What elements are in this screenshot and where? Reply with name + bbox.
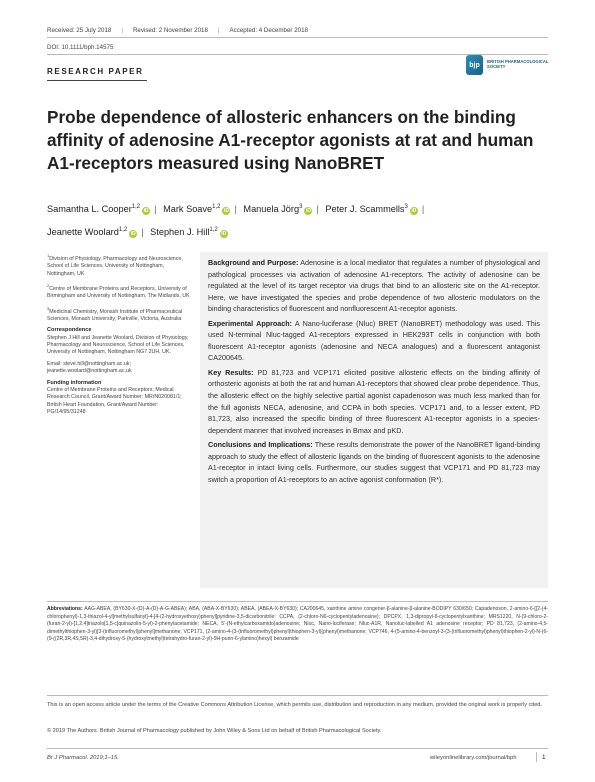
author-name: Mark Soave bbox=[163, 204, 213, 215]
author[interactable] bbox=[47, 227, 137, 237]
author-name: Manuela Jörg bbox=[243, 204, 300, 215]
abstract-text: Adenosine is a local mediator that regulates a number of physiological and pathological processes via activation of adenosine A1-receptors. The activity of adenosine can be regulated at the level of its target receptor via drugs that bind to an allosteric site on the A1-receptor. Here, we have investigated the species and probe dependence of two allosteric modulators on the binding characteristics of fluorescent and nonfluorescent A1-receptor agonists. bbox=[208, 258, 540, 314]
orcid-icon[interactable]: iD bbox=[223, 208, 229, 215]
affiliation-number: 3 bbox=[47, 305, 50, 311]
funding-heading: Funding information bbox=[47, 379, 102, 386]
copyright-text: © 2019 The Authors. British Journal of Pharmacology published by John Wiley & Sons Ltd on behalf of British Pharmacological Society. bbox=[47, 728, 382, 734]
revised-date: Revised: 2 November 2018 bbox=[132, 27, 208, 34]
section-underline bbox=[47, 80, 147, 81]
author[interactable] bbox=[243, 204, 312, 214]
affiliation bbox=[47, 305, 190, 324]
orcid-icon[interactable]: iD bbox=[143, 208, 149, 215]
page-divider bbox=[536, 752, 537, 762]
author-list bbox=[47, 197, 557, 243]
author-separator: | bbox=[234, 204, 237, 215]
author-affiliation-number: 1,2 bbox=[209, 227, 218, 234]
abstract-conclusions bbox=[208, 439, 540, 485]
abstract-heading: Conclusions and Implications: bbox=[208, 440, 313, 450]
section-label: RESEARCH PAPER bbox=[47, 67, 144, 76]
author[interactable] bbox=[150, 227, 228, 237]
abstract-text: PD 81,723 and VCP171 elicited positive allosteric effects on the binding affinity of orthosteric agonists at both the rat and human A1-receptors that showed clear probe dependence. Thus, the allosteric effect on the highly selective partial agonist capadenoson was much less marked than for the full agonists NECA, adenosine, and CCPA in both species. VCP171 and, to a lesser extent, PD 81,723, also increased the specific binding of three fluorescent A1-receptor agonists in a species-dependent manner that involved increases in Bmax and pKD. bbox=[208, 367, 540, 435]
abstract-text: A Nano-luciferase (Nluc) BRET (NanoBRET) methodology was used. This used N-terminal Nluc-tagged A1-receptors expressed in HEK293T cells in conjunction with both fluorescent A1-receptor agonists (adenosine and NECA analogues) and a fluorescent antagonist CA200645. bbox=[208, 318, 540, 363]
author-name: Stephen J. Hill bbox=[150, 227, 210, 238]
article-title bbox=[47, 106, 547, 175]
abbreviations-text: AAG-ABEA, (BY630-X-(D)-A-(D)-A-G-ABEA); ABA, (ABA-X-BY630); ABEA, (ABEA-X-BY630); CA200645, xanthine amine congener-β-alanine-β-alanine-BODIPY 630/650; Capadenoson, 2-amino-6-[[2-(4-chlorophenyl)-1,3-thiazol-4-yl]methylsulfanyl]-4-[4-(2-hydroxyethoxy)phenyl]pyridine-3,5-dicarbonitrile; CCPA, (2-chloro-N6-cyclopentyladenosine); DPCPX, 1,3-dipropyl-8-cyclopentylxanthine; MRS1220, N-(9-chloro-2-(furan-2-yl)-[1,2,4]triazolo[1,5-c]quinazolin-5-yl)-2-phenylacetamide; NECA, 5′-(N-ethylcarboxamido)adenosine; Nluc, Nano-luciferase; Nluc-A1R, Nanoluc-labelled A1 adenosine receptor; PD 81,723, (2-amino-4,5-dimethylthiophen-3-yl)[3-(trifluoromethyl)phenyl]methanone; VCP171, (2-amino-4-(3-(trifluoromethyl)phenyl)thiophen-3-yl)(phenyl)methanone; VCP746, 4-(5-amino-4-benzoyl-3-(3-(trifluoromethyl)phenyl)thiophen-2-yl)-N-(6-(9-((2R,3R,4S,5R)-3,4-dihydroxy-5-(hydroxylmethyl)tetrahydro-furan-2-yl)-9H-purin-6-ylamino)hexyl) benzamide bbox=[47, 606, 548, 643]
abstract-background bbox=[208, 257, 540, 315]
accepted-date: Accepted: 4 December 2018 bbox=[229, 27, 308, 34]
abstract-results bbox=[208, 367, 540, 436]
page-number: 1 bbox=[542, 754, 546, 761]
received-date: Received: 25 July 2018 bbox=[47, 27, 112, 34]
abbrev-rule bbox=[47, 601, 548, 602]
license-text: This is an open access article under the terms of the Creative Commons Attribution License, which permits use, distribution and reproduction in any medium, provided the original work is properly cited. bbox=[47, 702, 542, 708]
author-affiliation-number: 3 bbox=[404, 204, 408, 210]
author-separator: | bbox=[141, 227, 144, 238]
correspondence-text: Stephen J Hill and Jeanette Woolard, Division of Physiology, Pharmacology and Neuroscience, School of Life Sciences, University of Nottingham, Nottingham NG7 2UH, UK. bbox=[47, 334, 189, 356]
author-separator: | bbox=[421, 204, 425, 215]
author-name: Samantha L. Cooper bbox=[47, 204, 132, 215]
license-rule bbox=[47, 695, 548, 696]
article-dates bbox=[47, 27, 548, 34]
affiliation-number: 2 bbox=[47, 282, 50, 288]
affiliation-text: Medicinal Chemistry, Monash Institute of Pharmaceutical Sciences, Monash University, Parkville, Victoria, Australia bbox=[47, 308, 183, 322]
header-rule bbox=[47, 37, 548, 38]
abstract-box bbox=[200, 252, 548, 588]
correspondence-heading: Correspondence bbox=[47, 327, 92, 334]
abbreviations-heading: Abbreviations: bbox=[47, 606, 83, 612]
orcid-icon[interactable]: iD bbox=[221, 231, 227, 238]
abstract-text: These results demonstrate the power of the NanoBRET ligand-binding approach to study the effect of allosteric ligands on the binding of fluorescent agonists to the adenosine A1-receptor in intact living cells. Furthermore, our studies suggest that VCP171 and PD 81,723 may switch a proportion of A1-receptors to an active agonist conformation (R*). bbox=[208, 440, 540, 484]
abstract-heading: Background and Purpose: bbox=[208, 258, 299, 267]
affiliation bbox=[47, 252, 190, 278]
doi[interactable]: DOI: 10.1111/bph.14575 bbox=[47, 44, 114, 51]
author-name: Jeanette Woolard bbox=[47, 227, 119, 238]
orcid-icon[interactable]: iD bbox=[411, 208, 417, 215]
date-separator: | bbox=[121, 27, 123, 34]
author-affiliation-number: 1,2 bbox=[212, 204, 221, 210]
author-affiliation-number: 1,2 bbox=[131, 204, 141, 210]
abstract-heading: Experimental Approach: bbox=[208, 318, 293, 328]
date-separator: | bbox=[217, 27, 220, 34]
author-separator: | bbox=[316, 204, 319, 215]
correspondence-email[interactable]: Email: steve.hill@nottingham.ac.uk; jeanette.woolard@nottingham.ac.uk bbox=[47, 360, 132, 375]
abbreviations bbox=[47, 606, 548, 644]
journal-url[interactable]: wileyonlinelibrary.com/journal/bph bbox=[430, 755, 517, 761]
journal-logo bbox=[466, 54, 556, 76]
footer-rule bbox=[47, 748, 548, 749]
abstract-approach bbox=[208, 318, 540, 364]
author-affiliation-number: 3 bbox=[299, 204, 303, 210]
orcid-icon[interactable]: iD bbox=[305, 208, 311, 215]
author[interactable] bbox=[325, 204, 417, 214]
author[interactable] bbox=[163, 204, 230, 214]
author[interactable] bbox=[47, 204, 150, 214]
society-name: BRITISH PHARMACOLOGICAL SOCIETY bbox=[487, 59, 549, 69]
article-title-text: Probe dependence of allosteric enhancers on the binding affinity of adenosine A1-receptor agonists at rat and human A1-receptors measured using NanoBRET bbox=[47, 107, 534, 173]
orcid-icon[interactable]: iD bbox=[130, 231, 136, 238]
affiliation-text: Division of Physiology, Pharmacology and Neuroscience, School of Life Sciences, University of Nottingham, Nottingham, UK bbox=[47, 255, 183, 277]
affiliation-text: Centre of Membrane Proteins and Receptors, University of Birmingham and University of Nottingham, The Midlands, UK bbox=[47, 285, 190, 300]
author-separator: | bbox=[154, 204, 157, 215]
abstract-heading: Key Results: bbox=[208, 367, 254, 377]
author-affiliation-number: 1,2 bbox=[118, 227, 128, 234]
funding-text: Centre of Membrane Proteins and Receptors; Medical Research Council, Grant/Award Number: MR/N020081/1; British Heart Foundation, Grant/Award Number: PG/14/95/31248 bbox=[47, 386, 182, 416]
journal-citation: Br J Pharmacol. 2019;1–15. bbox=[47, 755, 119, 761]
affiliation bbox=[47, 282, 190, 301]
bjp-logo-icon: bjp bbox=[466, 55, 483, 75]
affiliation-number: 1 bbox=[47, 253, 50, 258]
author-name: Peter J. Scammells bbox=[325, 204, 405, 215]
author-info-column bbox=[47, 252, 190, 421]
